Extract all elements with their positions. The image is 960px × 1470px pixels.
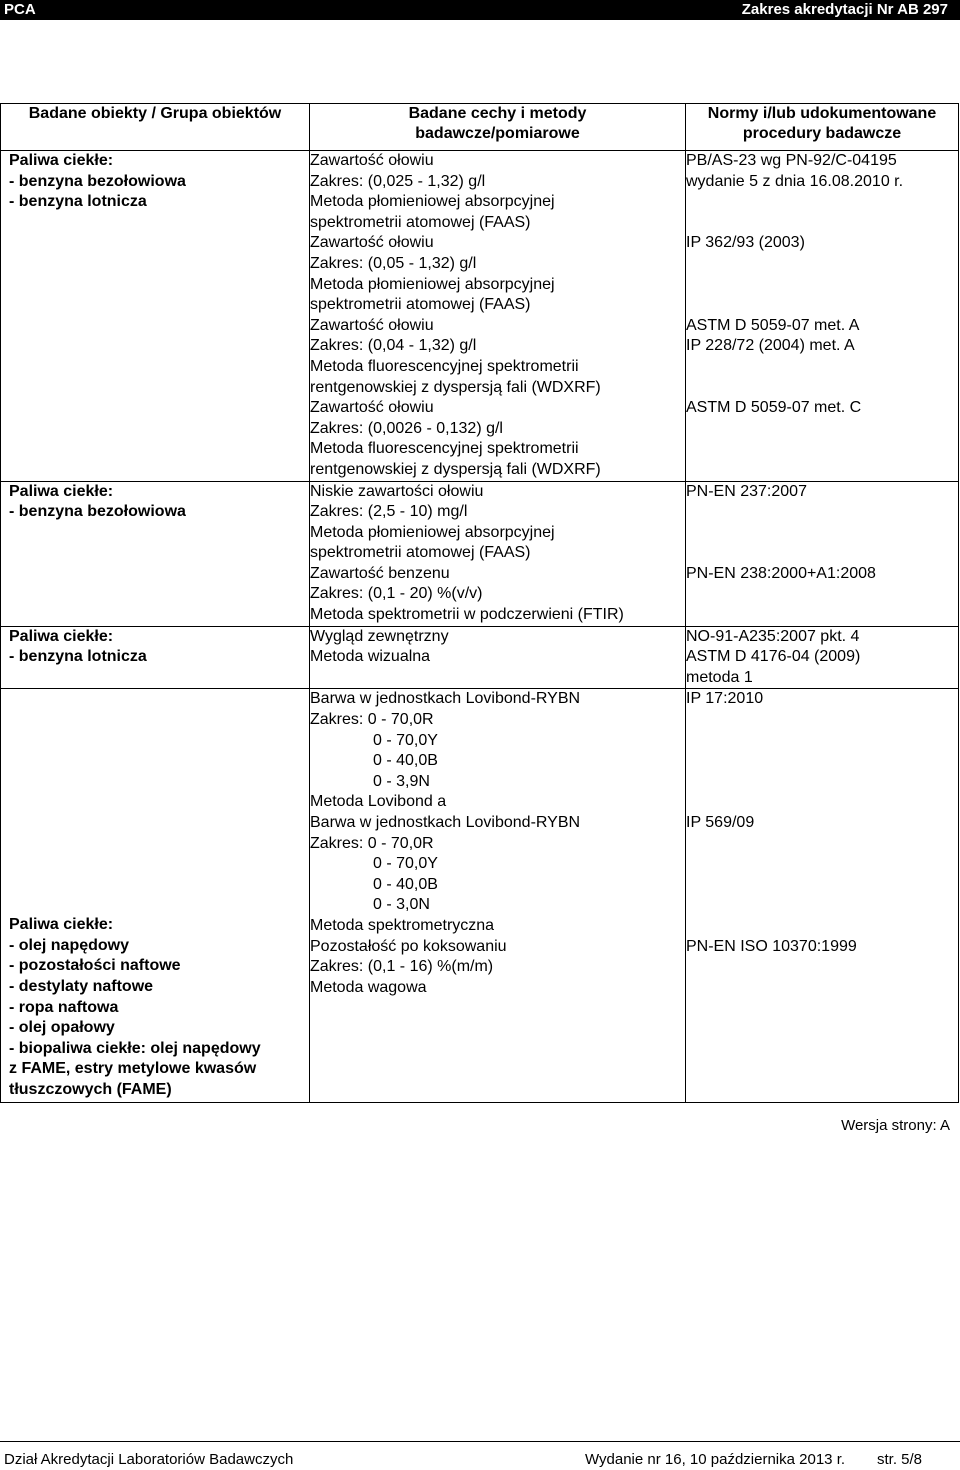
norm-line: IP 228/72 (2004) met. A [686,337,855,355]
norm-block [686,937,958,958]
norms-cell [686,626,959,689]
norms-cell [686,689,959,1102]
objects-cell [1,151,310,482]
method-line: Zakres: (0,04 - 1,32) g/l [310,337,477,355]
method-line: Metoda fluorescencyjnej spektrometrii [310,357,579,375]
object-line: Paliwa ciekłe: [9,916,114,934]
method-block [310,937,685,1102]
method-line: Zakres: 0 - 70,0R [310,711,434,729]
method-line: 0 - 70,0Y [373,855,438,873]
object-line: - benzyna bezołowiowa [9,172,186,190]
header-left: PCA [4,1,36,18]
norm-block [686,151,958,233]
method-line: Metoda wizualna [310,648,431,666]
norm-line: IP 569/09 [686,814,755,832]
method-line: Zakres: (0,1 - 16) %(m/m) [310,958,494,976]
object-line: - destylaty naftowe [9,978,154,995]
method-line: 0 - 70,0Y [373,731,438,749]
norms-cell [686,151,959,482]
methods-cell [310,689,686,1102]
norm-line: PN-EN 237:2007 [686,482,807,500]
header-norms-line2: procedury badawcze [742,125,902,142]
object-line: - biopaliwa ciekłe: olej napędowy [9,1039,261,1057]
norm-line: PN-EN 238:2000+A1:2008 [686,564,876,582]
norm-line: ASTM D 4176-04 (2009) [686,648,861,666]
table-row [1,689,959,1102]
method-line: Barwa w jednostkach Lovibond-RYBN [310,690,581,708]
footer-page-number: str. 5/8 [877,1451,923,1468]
objects-cell [1,481,310,626]
method-line: spektrometrii atomowej (FAAS) [310,544,531,562]
method-line: Zawartość ołowiu [310,399,434,417]
norm-block [686,398,958,419]
method-block [310,482,685,564]
method-line: Zawartość ołowiu [310,316,434,334]
object-line: Paliwa ciekłe: [9,627,114,645]
method-line: Zakres: (0,025 - 1,32) g/l [310,172,486,190]
method-line: 0 - 40,0B [373,752,438,770]
method-block [310,813,685,937]
method-line: 0 - 3,9N [373,772,430,790]
header-norms [686,104,959,151]
page-version: Wersja strony: A [841,1117,950,1134]
method-line: Wygląd zewnętrzny [310,627,449,645]
method-line: Zakres: 0 - 70,0R [310,834,434,852]
object-line: tłuszczowych (FAME) [9,1080,172,1098]
norms-cell [686,481,959,626]
norm-line: wydanie 5 z dnia 16.08.2010 r. [686,172,904,190]
norm-line: IP 17:2010 [686,690,764,708]
norm-line: PB/AS-23 wg PN-92/C-04195 [686,152,897,169]
method-line: Metoda płomieniowej absorpcyjnej [310,523,555,541]
table-header-row [1,104,959,151]
norm-block [686,233,958,315]
object-line: - olej napędowy [9,936,130,954]
object-line: - benzyna bezołowiowa [9,503,186,521]
object-line: - olej opałowy [9,1019,115,1037]
methods-cell [310,626,686,689]
table-row [1,481,959,626]
method-block [310,233,685,315]
method-line: Zawartość ołowiu [310,152,434,169]
method-line: Zawartość ołowiu [310,234,434,252]
method-line: Metoda fluorescencyjnej spektrometrii [310,440,579,458]
header-objects: Badane obiekty / Grupa obiektów [1,104,310,151]
method-line: Metoda płomieniowej absorpcyjnej [310,193,555,211]
object-line: - pozostałości naftowe [9,957,181,975]
method-block [310,564,685,626]
header-methods-line2: badawcze/pomiarowe [415,125,580,142]
object-line: Paliwa ciekłe: [9,152,114,169]
norm-block [686,316,958,398]
method-line: Zakres: (0,05 - 1,32) g/l [310,254,477,272]
method-line: Niskie zawartości ołowiu [310,482,484,500]
page-footer [0,1440,960,1470]
header-right: Zakres akredytacji Nr AB 297 [741,1,948,18]
method-line: Metoda Lovibond a [310,793,447,811]
method-line: Zakres: (0,0026 - 0,132) g/l [310,419,503,437]
footer-middle: Wydanie nr 16, 10 października 2013 r. [585,1451,846,1468]
footer-left: Dział Akredytacji Laboratoriów Badawczych [4,1451,294,1468]
method-line: rentgenowskiej z dyspersją fali (WDXRF) [310,378,601,396]
method-line: Metoda wagowa [310,978,427,996]
method-line: Barwa w jednostkach Lovibond-RYBN [310,814,581,831]
method-block [310,398,685,480]
method-line: Metoda płomieniowej absorpcyjnej [310,275,555,293]
norm-block [686,813,958,937]
method-line: 0 - 40,0B [373,875,438,893]
norm-line: ASTM D 5059-07 met. C [686,399,862,417]
method-line: spektrometrii atomowej (FAAS) [310,213,531,231]
object-line: Paliwa ciekłe: [9,482,114,500]
method-line: Zakres: (0,1 - 20) %(v/v) [310,585,483,603]
objects-cell [1,626,310,689]
methods-cell [310,151,686,482]
object-line: z FAME, estry metylowe kwasów [9,1060,257,1078]
norm-block [686,482,958,564]
norm-line: PN-EN ISO 10370:1999 [686,937,857,955]
method-line: Pozostałość po koksowaniu [310,937,507,955]
method-line: Metoda spektrometryczna [310,916,495,934]
method-line: rentgenowskiej z dyspersją fali (WDXRF) [310,460,601,478]
page-header [0,0,960,20]
norm-line: metoda 1 [686,668,753,686]
header-norms-line1: Normy i/lub udokumentowane [707,105,937,122]
method-line: 0 - 3,0N [373,896,430,914]
method-block [310,689,685,813]
table-row [1,151,959,482]
norm-block [686,564,958,585]
objects-cell [1,689,310,1102]
header-methods [310,104,686,151]
header-methods-line1: Badane cechy i metody [408,105,587,122]
method-line: Zakres: (2,5 - 10) mg/l [310,503,468,521]
norm-line: IP 362/93 (2003) [686,234,805,252]
norm-line: ASTM D 5059-07 met. A [686,316,860,334]
method-block [310,151,685,233]
method-line: Metoda spektrometrii w podczerwieni (FTIR) [310,606,624,624]
accreditation-scope-table [0,103,959,1103]
method-line: Zawartość benzenu [310,564,450,582]
object-line: - ropa naftowa [9,998,119,1016]
norm-line: NO-91-A235:2007 pkt. 4 [686,627,860,645]
object-line: - benzyna lotnicza [9,193,147,211]
table-row [1,626,959,689]
method-line: spektrometrii atomowej (FAAS) [310,296,531,314]
norm-block [686,689,958,813]
methods-cell [310,481,686,626]
method-block [310,316,685,398]
object-line: - benzyna lotnicza [9,648,147,666]
